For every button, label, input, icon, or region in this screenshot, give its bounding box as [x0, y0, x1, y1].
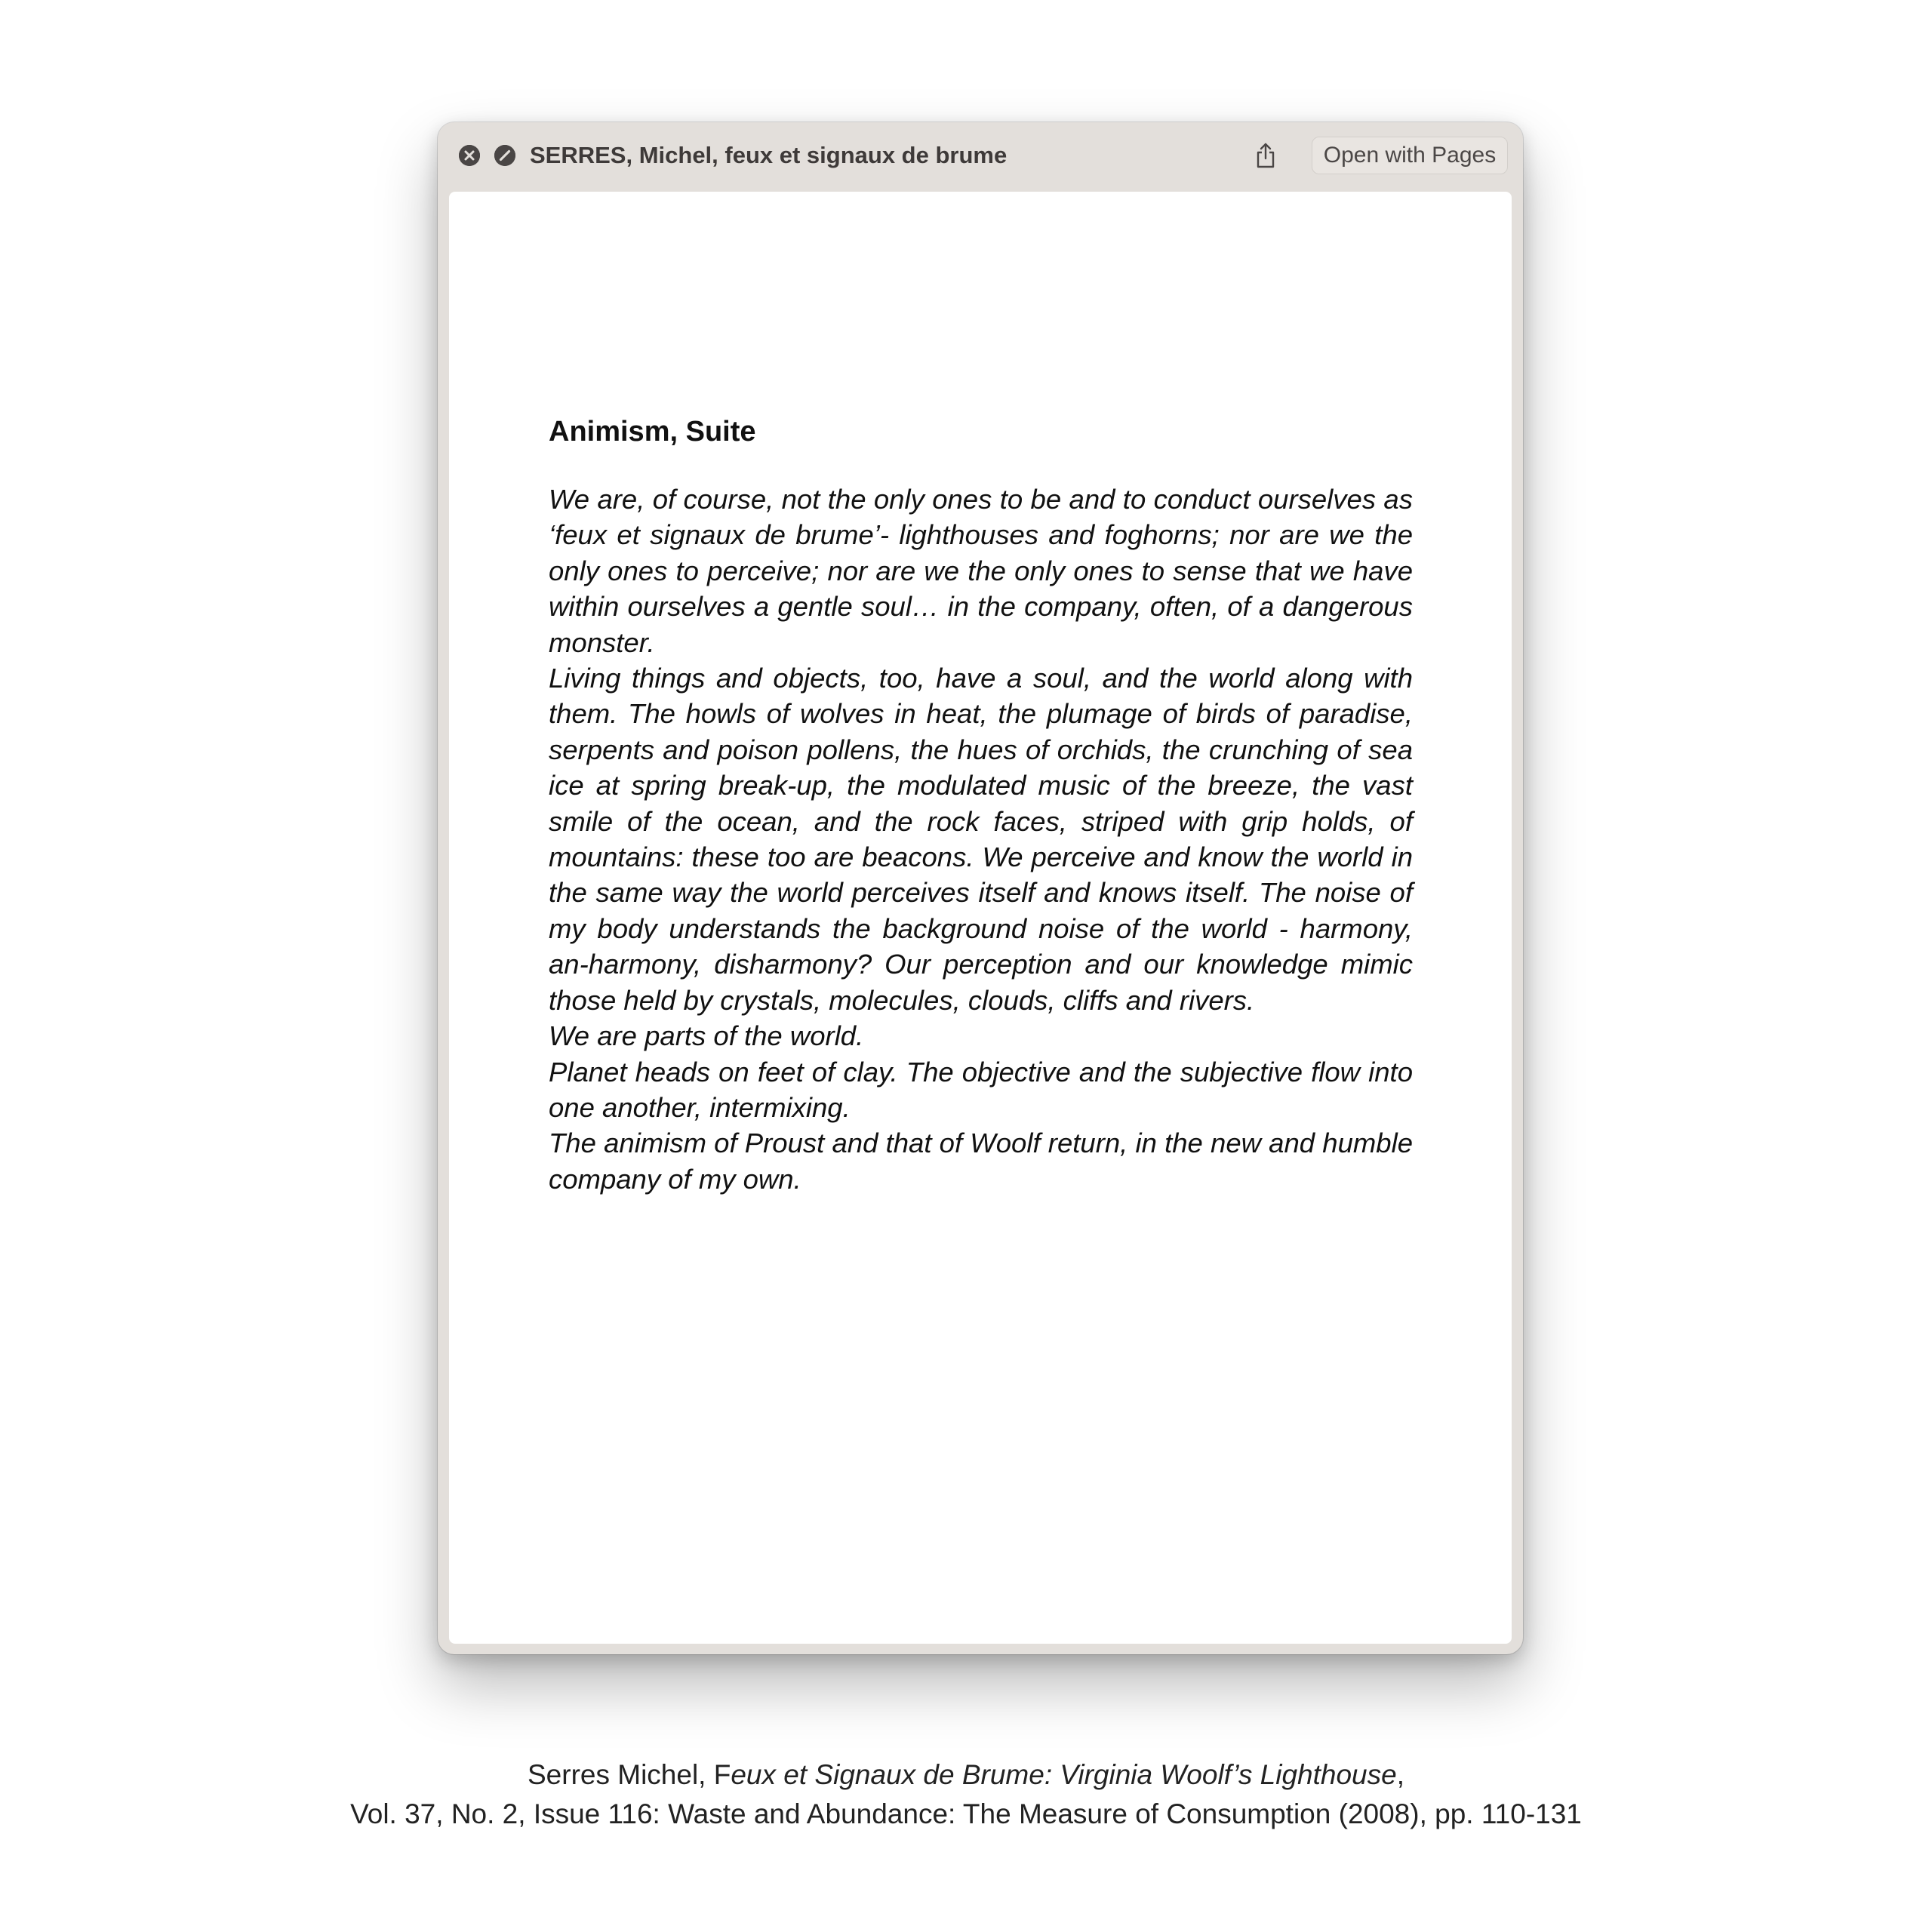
- document-heading: Animism, Suite: [549, 416, 756, 448]
- close-button[interactable]: [459, 145, 480, 166]
- minimize-icon: [494, 145, 515, 166]
- window-title: SERRES, Michel, feux et signaux de brume: [530, 142, 1008, 168]
- document-body: [549, 481, 1413, 1197]
- paragraph: We are parts of the world.: [549, 1020, 864, 1052]
- share-button[interactable]: [1249, 139, 1282, 172]
- citation-author: Serres Michel, F: [528, 1759, 731, 1790]
- citation-line-1: [0, 1755, 1932, 1795]
- quicklook-window: [438, 122, 1523, 1654]
- paragraph: We are, of course, not the only ones to be and to conduct ourselves as ‘feux et signaux de brume’- lighthouses and foghorns; nor are we the only ones to perceive; nor are we the only ones to sense that we have within ourselves a gentle soul… in the company, often, of a dangerous monster.: [549, 484, 1413, 658]
- fullscreen-button[interactable]: [494, 145, 515, 166]
- paragraph: Planet heads on feet of clay. The objective and the subjective flow into one another, intermixing.: [549, 1056, 1413, 1123]
- document-page: [449, 192, 1512, 1644]
- citation-caption: [0, 1755, 1932, 1834]
- open-with-pages-button[interactable]: Open with Pages: [1312, 137, 1508, 174]
- paragraph: The animism of Proust and that of Woolf return, in the new and humble company of my own.: [549, 1128, 1413, 1195]
- title-bar: [438, 122, 1523, 190]
- citation-line-2: Vol. 37, No. 2, Issue 116: Waste and Abundance: The Measure of Consumption (2008), pp. 110-131: [350, 1798, 1582, 1829]
- citation-title: eux et Signaux de Brume: Virginia Woolf’s Lighthouse: [731, 1759, 1397, 1790]
- citation-comma: ,: [1396, 1759, 1404, 1790]
- paragraph: Living things and objects, too, have a soul, and the world along with them. The howls of wolves in heat, the plumage of birds of paradise, serpents and poison pollens, the hues of orchids, the crunching of sea ice at spring break-up, the modulated music of the breeze, the vast smile of the ocean, and the rock faces, striped with grip holds, of mountains: these too are beacons. We perceive and know the world in the same way the world perceives itself and knows itself. The noise of my body understands the background noise of the world - harmony, an-harmony, disharmony? Our perception and our knowledge mimic those held by crystals, molecules, clouds, cliffs and rivers.: [549, 663, 1413, 1016]
- close-icon: [459, 145, 480, 166]
- share-icon: [1254, 142, 1277, 169]
